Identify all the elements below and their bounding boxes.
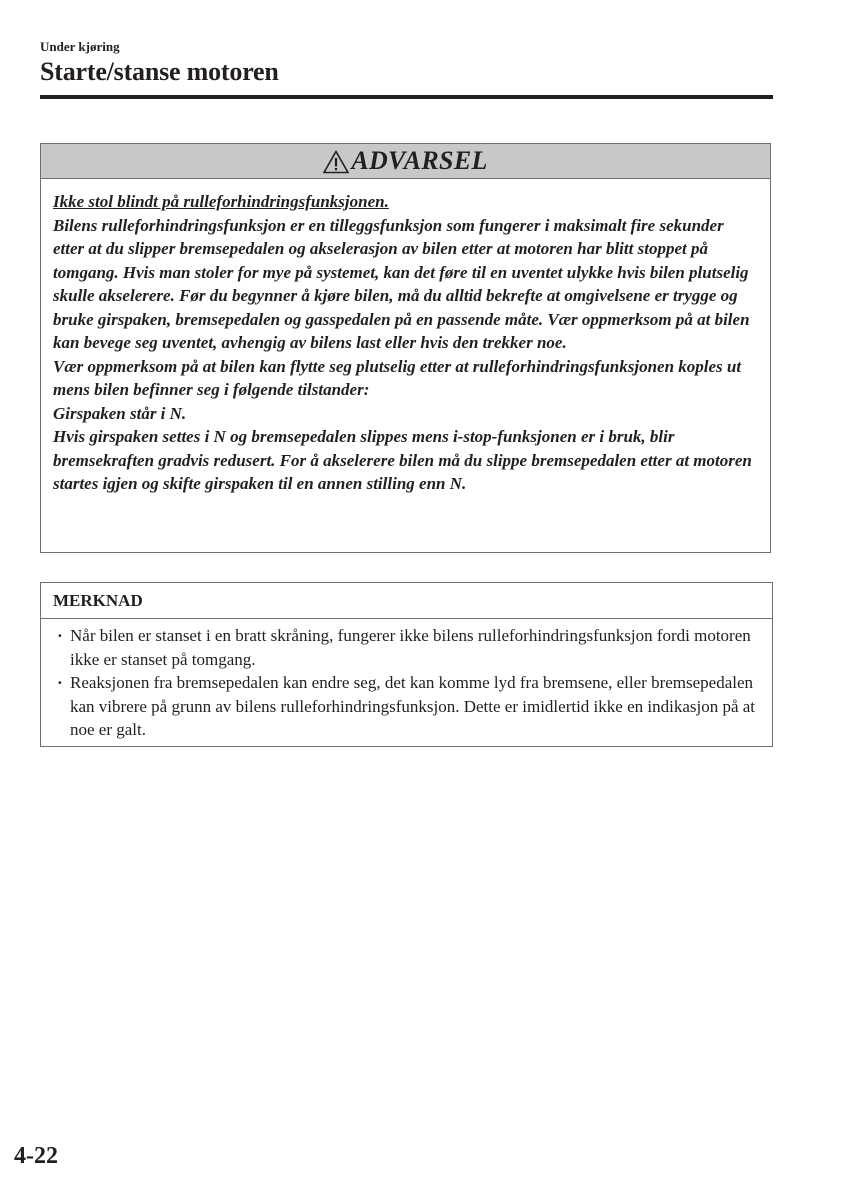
warning-paragraph: Vær oppmerksom på at bilen kan flytte seg plutselig etter at rulleforhindringsfunksjonen koples ut mens bilen befinner seg i følgende tilstander: [53, 356, 742, 399]
page-title: Starte/stanse motoren [40, 57, 279, 86]
page-number: 4-22 [14, 1143, 58, 1169]
warning-triangle-icon [323, 150, 349, 174]
title-divider [40, 95, 773, 99]
section-label: Under kjøring [40, 39, 120, 54]
warning-title: ADVARSEL [351, 146, 488, 175]
note-item: · Reaksjonen fra bremsepedalen kan endre seg, det kan komme lyd fra bremsene, eller bremsepedalen kan vibrere på grunn av bilens rulleforhindringsfunksjon. Dette er imidlertid ikke en indikasjon på at noe er galt. [57, 671, 758, 742]
warning-paragraph: Hvis girspaken settes i N og bremsepedalen slippes mens i-stop-funksjonen er i bruk, blir bremsekraften gradvis redusert. For å akselerere bilen må du slippe bremsepedalen etter at motoren startes igjen og skifte girspaken til en annen stilling enn N. [53, 427, 752, 493]
note-box [40, 582, 773, 747]
note-header: MERKNAD [41, 583, 772, 619]
warning-paragraph: Girspaken står i N. [53, 403, 187, 423]
note-list [41, 619, 772, 742]
warning-header [41, 144, 770, 179]
warning-body [41, 179, 770, 496]
warning-box [40, 143, 771, 553]
note-item: · Når bilen er stanset i en bratt skråning, fungerer ikke bilens rulleforhindringsfunksjon fordi motoren ikke er stanset på tomgang. [57, 624, 758, 671]
warning-paragraph: Bilens rulleforhindringsfunksjon er en tilleggsfunksjon som fungerer i maksimalt fire sekunder etter at du slipper bremsepedalen og akselerasjon av bilen etter at motoren har blitt stoppet på tomgang. Hvis man stoler for mye på systemet, kan det føre til en uventet ulykke hvis bilen plutselig skulle akselerere. Før du begynner å kjøre bilen, må du alltid bekrefte at omgivelsene er trygge og bruke girspaken, bremsepedalen og gasspedalen på en passende måte. Vær oppmerksom på at bilen kan bevege seg uventet, avhengig av bilens last eller hvis den trekker noe. [53, 215, 750, 352]
warning-lead: Ikke stol blindt på rulleforhindringsfunksjonen. [53, 192, 389, 211]
